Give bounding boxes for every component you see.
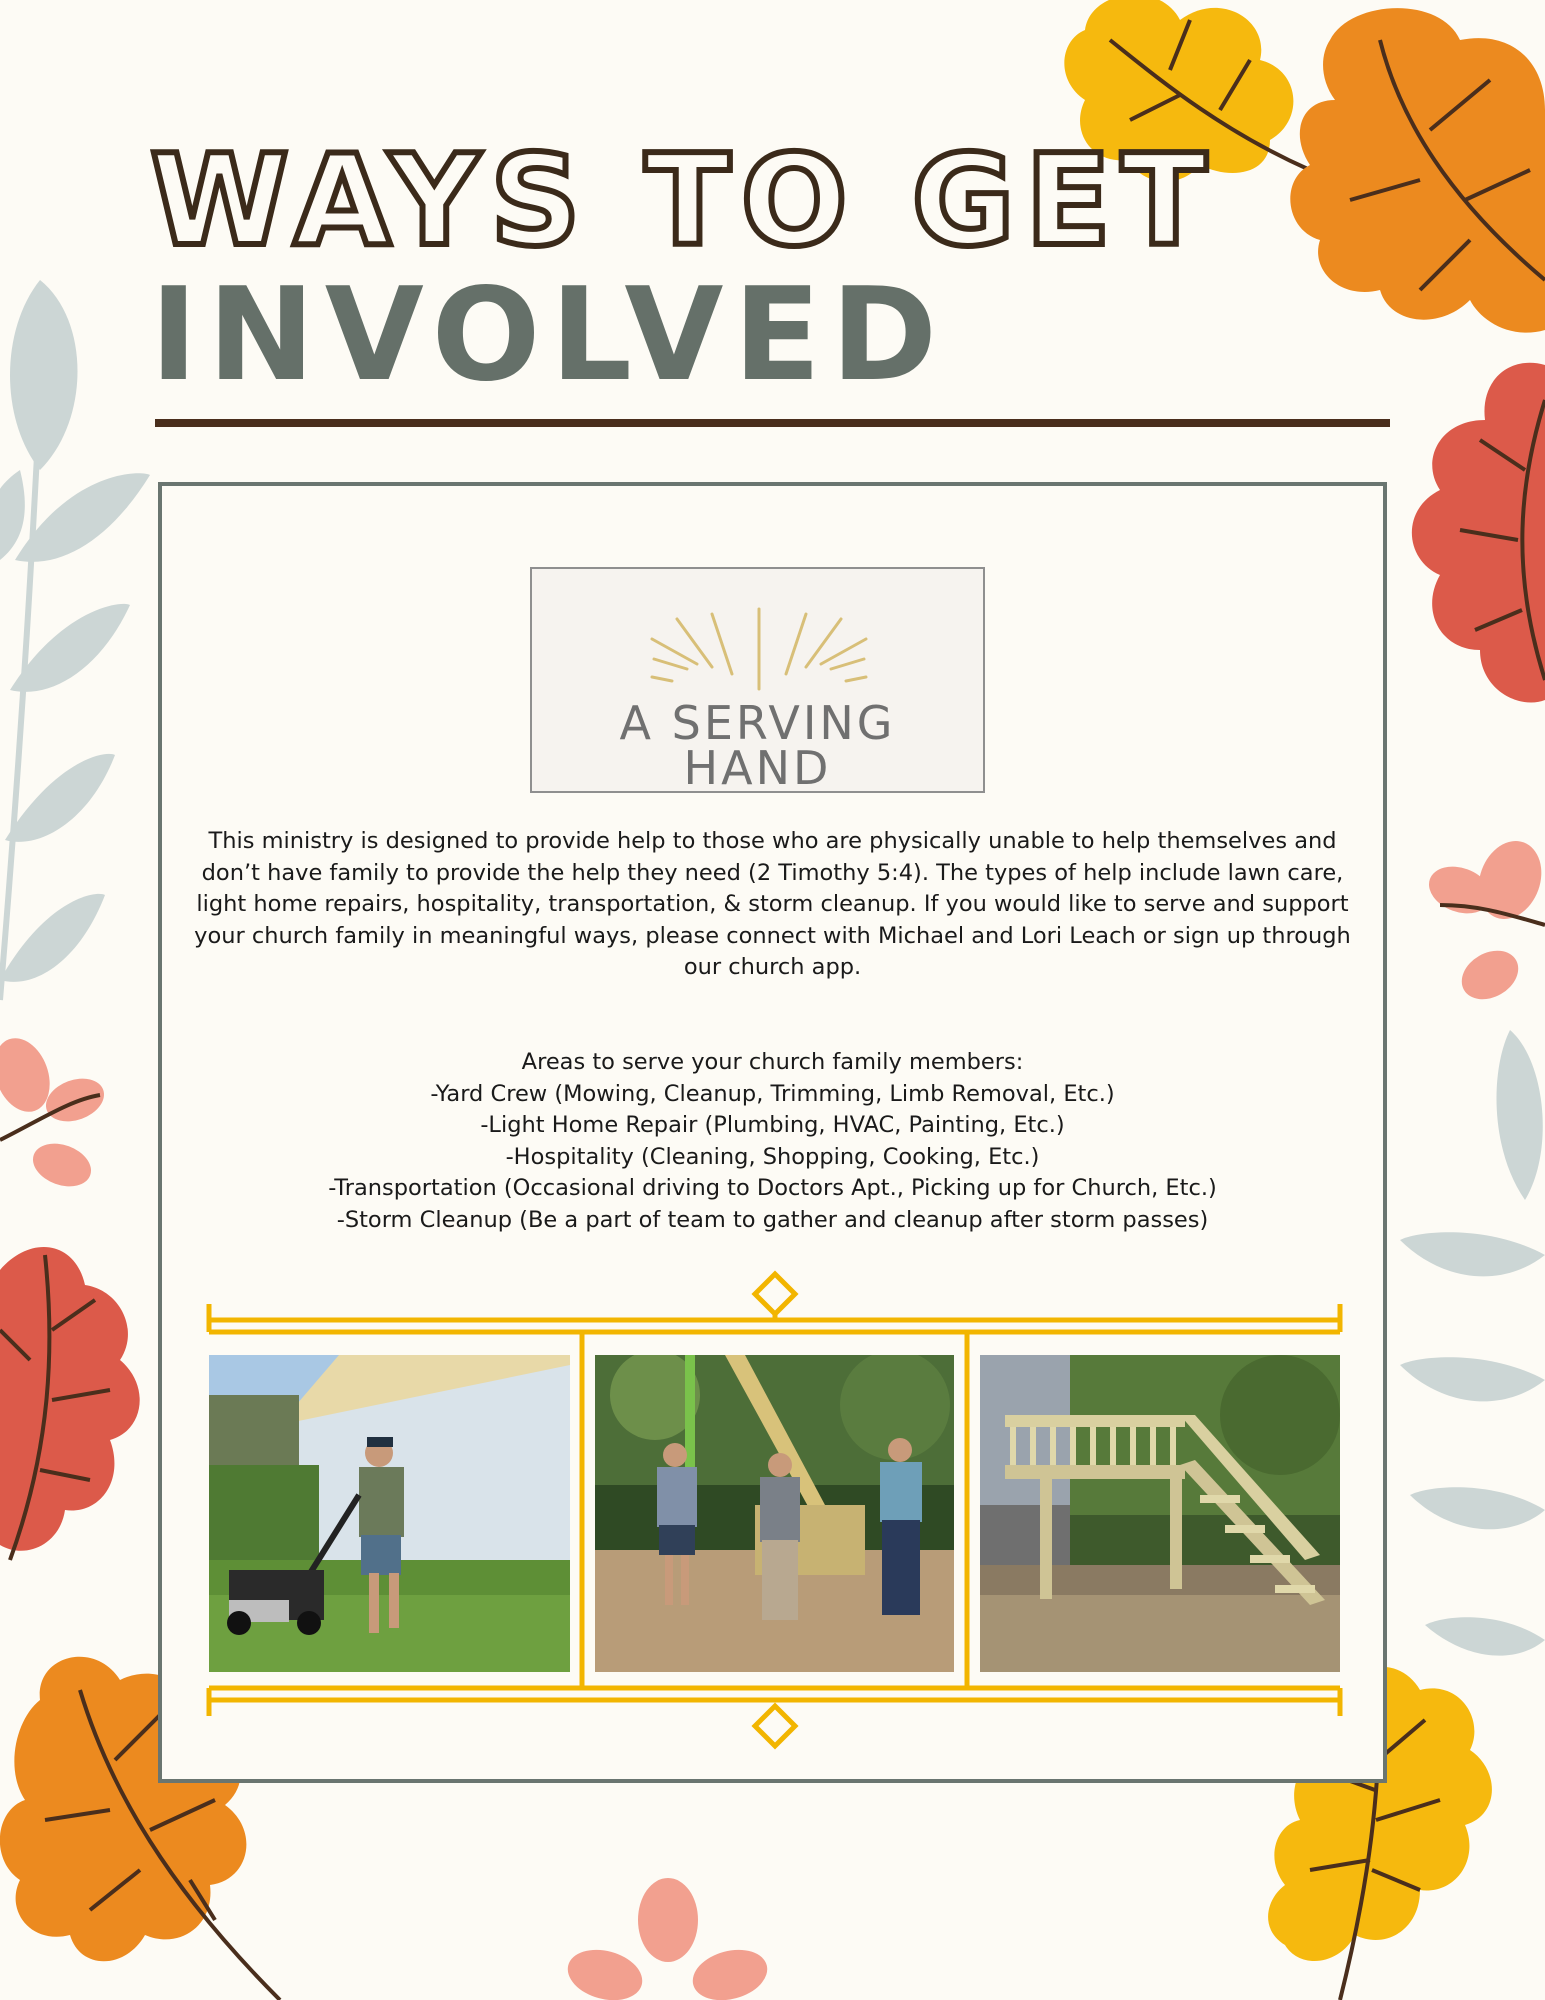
title-line-1: WAYS TO GET <box>150 127 1217 274</box>
service-area-item: -Storm Cleanup (Be a part of team to gather and cleanup after storm passes) <box>336 1206 1209 1233</box>
wooden-deck-stairs-photo <box>980 1355 1340 1672</box>
service-area-item: -Light Home Repair (Plumbing, HVAC, Painting, Etc.) <box>480 1112 1065 1138</box>
service-area-item: -Transportation (Occasional driving to Doctors Apt., Picking up for Church, Etc.) <box>328 1175 1217 1201</box>
sage-fern-right-icon <box>1400 1030 1545 1656</box>
service-areas-heading: Areas to serve your church family members: <box>521 1049 1024 1075</box>
logo-text-line1: A SERVING <box>619 696 896 750</box>
red-oak-leaf-right-icon <box>1412 363 1545 703</box>
orange-oak-leaf-top-right-icon <box>1290 8 1545 333</box>
title-line-2: INVOLVED <box>150 261 948 410</box>
lawn-mowing-photo <box>209 1355 570 1672</box>
service-area-item: -Hospitality (Cleaning, Shopping, Cooking, Etc.) <box>505 1143 1040 1170</box>
photo-strip <box>205 1268 1345 1758</box>
lumber-carrying-photo <box>595 1355 954 1672</box>
ministry-description: This ministry is designed to provide help to those who are physically unable to help themselves and don’t have family to provide the help they need (2 Timothy 5:4). The types of help include lawn care, light home repairs, hospitality, transportation, & storm cleanup. If you would like to serve and support your church family in meaningful ways, please connect with Michael and Lori Leach or sign up through our church app. <box>194 828 1351 980</box>
service-areas <box>190 1047 1355 1236</box>
title-divider <box>155 419 1390 427</box>
red-oak-leaf-left-icon <box>0 1247 140 1560</box>
service-area-item: -Yard Crew (Mowing, Cleanup, Trimming, Limb Removal, Etc.) <box>430 1080 1115 1107</box>
pink-sprig-bottom-icon <box>562 1878 773 2000</box>
sage-fern-left-icon <box>0 280 150 982</box>
ministry-logo <box>530 567 985 793</box>
logo-text-line2: HAND <box>683 741 832 795</box>
